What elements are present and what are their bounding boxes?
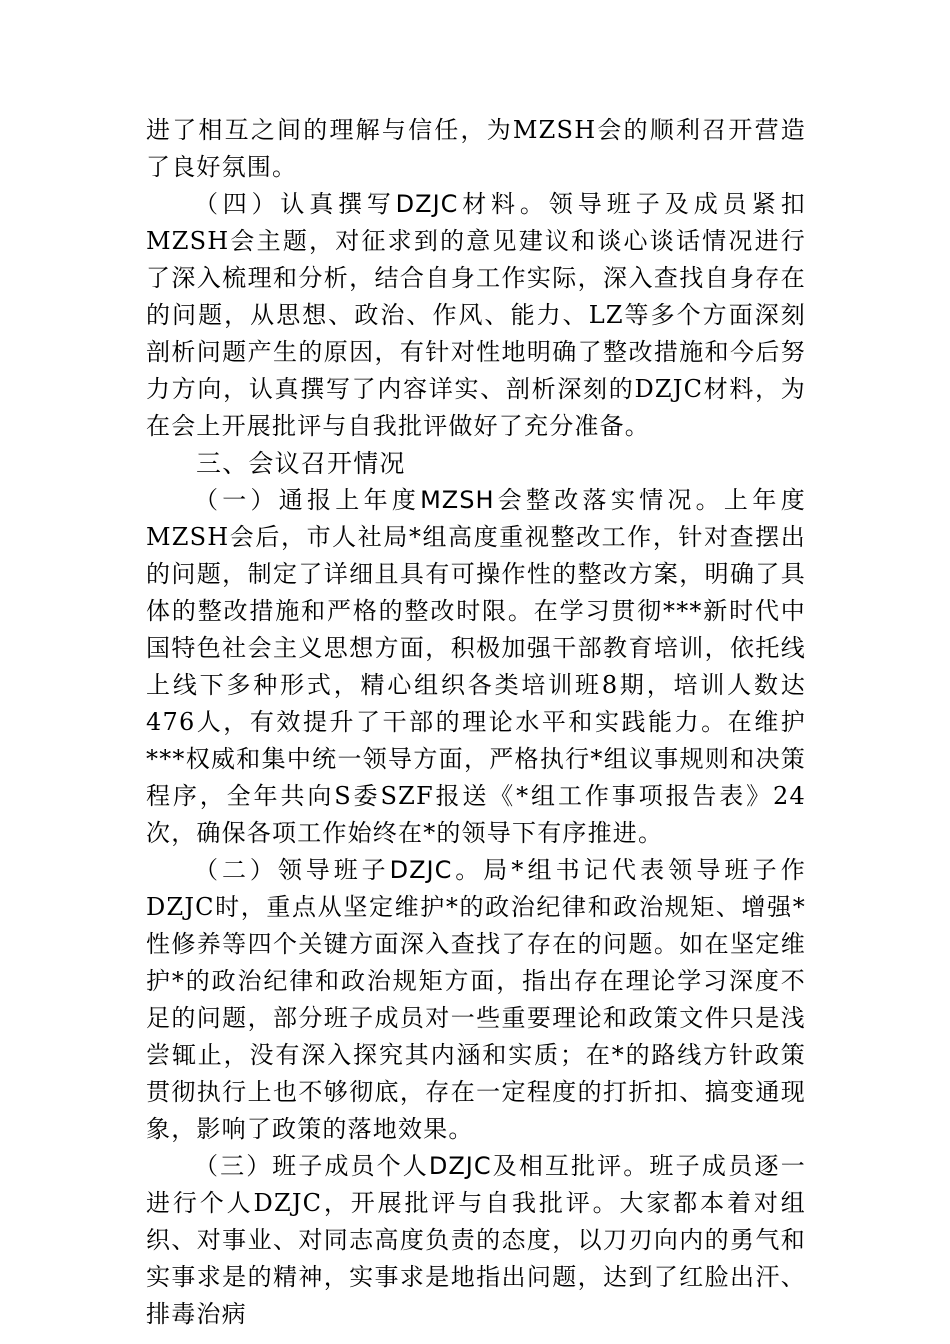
paragraph-text: 班子成员逐一进行个人DZJC，开展批评与自我批评。大家都本着对组织、对事业、对同志高度负责的态度，以刀刃向内的勇气和实事求是的精神，实事求是地指出问题，达到了红脸出汗、排毒治病 [146,1152,806,1328]
paragraph-text: 进了相互之间的理解与信任，为MZSH会的顺利召开营造了良好氛围。 [146,116,806,181]
paragraph-item-one [146,482,806,852]
paragraph-text: 领导班子及成员紧扣MZSH会主题，对征求到的意见建议和谈心谈话情况进行了深入梳理和分析，结合自身工作实际，深入查找自身存在的问题，从思想、政治、作风、能力、LZ等多个方面深刻剖析问题产生的原因，有针对性地明确了整改措施和今后努力方向，认真撰写了内容详实、剖析深刻的DZJC材料，为在会上开展批评与自我批评做好了充分准备。 [146,190,806,440]
paragraph-lead: （四）认真撰写DZJC材料。 [194,190,549,218]
paragraph-lead: （三）班子成员个人DZJC及相互批评。 [194,1152,650,1180]
paragraph-lead: （二）领导班子DZJC。 [194,856,484,884]
paragraph-item-four [146,186,806,445]
paragraph-item-three [146,1148,806,1333]
section-heading: 三、会议召开情况 [196,449,406,478]
paragraph-item-two [146,852,806,1148]
paragraph-continuation [146,112,806,186]
paragraph-lead: （一）通报上年度MZSH会整改落实情况。 [194,486,724,514]
document-body [146,112,806,1333]
paragraph-text: 上年度MZSH会后，市人社局*组高度重视整改工作，针对查摆出的问题，制定了详细且具有可操作性的整改方案，明确了具体的整改措施和严格的整改时限。在学习贯彻***新时代中国特色社会主义思想方面，积极加强干部教育培训，依托线上线下多种形式，精心组织各类培训班8期，培训人数达476人，有效提升了干部的理论水平和实践能力。在维护***权威和集中统一领导方面，严格执行*组议事规则和决策程序，全年共向S委SZF报送《*组工作事项报告表》24次，确保各项工作始终在*的领导下有序推进。 [146,486,806,847]
paragraph-text: 局*组书记代表领导班子作DZJC时，重点从坚定维护*的政治纪律和政治规矩、增强*性修养等四个关键方面深入查找了存在的问题。如在坚定维护*的政治纪律和政治规矩方面，指出存在理论学习深度不足的问题，部分班子成员对一些重要理论和政策文件只是浅尝辄止，没有深入探究其内涵和实质；在*的路线方针政策贯彻执行上也不够彻底，存在一定程度的打折扣、搞变通现象，影响了政策的落地效果。 [146,856,806,1143]
